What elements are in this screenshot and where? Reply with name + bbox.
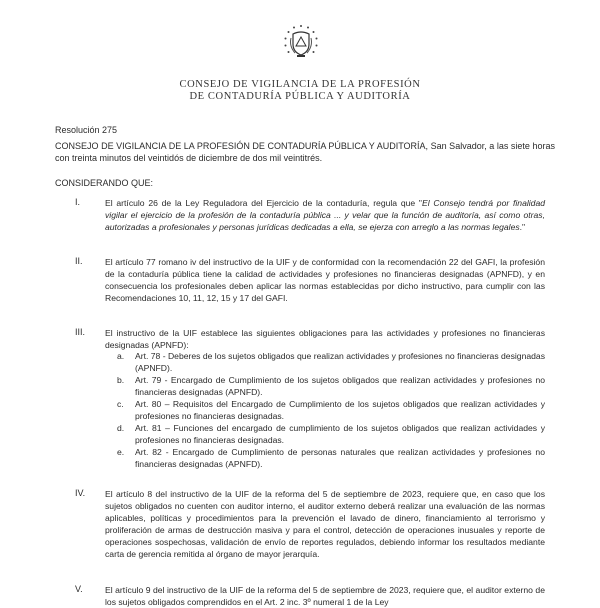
coat-of-arms-seal-icon [283,24,319,60]
considering-heading: CONSIDERANDO QUE: [55,178,154,188]
intro-paragraph: CONSEJO DE VIGILANCIA DE LA PROFESIÓN DE CONTADURÍA PÚBLICA Y AUDITORÍA, San Salvador, a las siete horas con treinta minutos del veintidós de diciembre de dos mil veintitrés. [55,141,555,163]
item-numeral: II. [75,256,83,266]
item-text: El artículo 8 del instructivo de la UIF de la reforma del 5 de septiembre de 2023, requiere que, en caso que los sujetos obligados no cuenten con auditor interno, el auditor externo deberá realizar una evaluación de las normas aplicables, políticas y procedimientos para la prevención el lavado de dinero, financiamiento al terrorismo y proliferación de armas de destrucción masiva y para el control, detección de operaciones inusuales y reporte de operaciones sospechosas, validación de envío de reportes regulados, debiendo informar los resultados mediante carta de gerencia remitida al órgano de mayor jerarquía. [105,489,545,559]
item-text: El artículo 9 del instructivo de la UIF de la reforma del 5 de septiembre de 2023, requiere que, el auditor externo de los sujetos obligados comprendidos en el Art. 2 inc. 3º numeral 1 de la Ley [105,585,545,607]
org-name-line-1: CONSEJO DE VIGILANCIA DE LA PROFESIÓN [179,79,421,90]
item-numeral: I. [75,197,81,207]
item-text: El artículo 26 de la Ley Reguladora del Ejercicio de la contaduría, regula que "El Consejo tendrá por finalidad vigilar el ejercicio de la profesión de la contaduría pública ... y velar que la función de auditoría, así como otras, autorizadas a profesionales y personas jurídicas dedicadas a ella, se ejerza con arreglo a las normas legales." [105,198,546,232]
item-numeral: IV. [75,488,86,498]
item-text: El instructivo de la UIF establece las siguientes obligaciones para las actividades y profesiones no financieras designadas (APNFD): [105,328,545,350]
org-name-line-2: DE CONTADURÍA PÚBLICA Y AUDITORÍA [189,91,411,102]
item-numeral: III. [75,327,86,337]
document-page: CONSEJO DE VIGILANCIA DE LA PROFESIÓN DE CONTADURÍA PÚBLICA Y AUDITORÍA Resolución 275 CONSEJO DE VIGILANCIA DE LA PROFESIÓN DE CONTADURÍA PÚBLICA Y AUDITORÍA, San Salvador, a las siete horas con treinta minutos del veintidós de diciembre de dos mil veintitrés. CONSIDERANDO QUE: I. El artículo 26 de la Ley Reguladora del Ejercicio de la contaduría, regula que "El Consejo tendrá por finalidad vigilar el ejercicio de la profesión de la contaduría pública ... y velar que la función de auditoría, así como otras, autorizadas a profesionales y personas jurídicas dedicadas a ella, se ejerza con arreglo a las normas legales." II. El artículo 77 romano iv del instructivo de la UIF y de conformidad con la recomendación 22 del GAFI, la profesión de la contaduría pública tiene la calidad de actividades y profesiones no financieras designadas (APNFD), y en consecuencia los profesionales deben aplicar las normas establecidas por dicho instructivo, para cumplir con las Recomendaciones 10, 11, 12, 15 y 17 del GAFI. III. El instructivo de la UIF establece las siguientes obligaciones para las actividades y profesiones no financieras designadas (APNFD): a. Art. 78 - Deberes de los sujetos obligados que realizan actividades y profesiones no financieras designadas (APNFD). b. Art. 79 - Encargado de Cumplimiento de los sujetos obligados que realizan actividades y profesiones no financieras designadas (APNFD). c. Art. 80 – Requisitos del Encargado de Cumplimiento de los sujetos obligados que realizan actividades y profesiones no financieras designadas. d. Art. 81 – Funciones del encargado de cumplimiento de los sujetos obligados que realizan actividades y profesiones no financieras designadas. e. Art. 82 - Encargado de Cumplimiento de personas naturales que realizan actividades y profesiones no financieras designadas (APNFD). IV. El artículo 8 del instructivo de la UIF de la reforma del 5 de septiembre de 2023, requiere que, en caso que los sujetos obligados no cuenten con auditor interno, el auditor externo deberá realizar una evaluación de las normas aplicables, políticas y procedimientos para la prevención el lavado de dinero, financiamiento al terrorismo y proliferación de armas de destrucción masiva y para el control, detección de operaciones inusuales y reporte de operaciones sospechosas, validación de envío de reportes regulados, debiendo informar los resultados mediante carta de gerencia remitida al órgano de mayor jerarquía. V. El artículo 9 del instructivo de la UIF de la reforma del 5 de septiembre de 2023, requiere que, el auditor externo de los sujetos obligados comprendidos en el Art. 2 inc. 3º numeral 1 de la Ley [0,0,600,608]
item-text: El artículo 77 romano iv del instructivo de la UIF y de conformidad con la recomendación 22 del GAFI, la profesión de la contaduría pública tiene la calidad de actividades y profesiones no financieras designadas (APNFD), y en consecuencia los profesionales deben aplicar las normas establecidas por dicho instructivo, para cumplir con las Recomendaciones 10, 11, 12, 15 y 17 del GAFI. [105,257,545,303]
resolution-number: Resolución 275 [55,125,118,135]
item-numeral: V. [75,584,83,594]
